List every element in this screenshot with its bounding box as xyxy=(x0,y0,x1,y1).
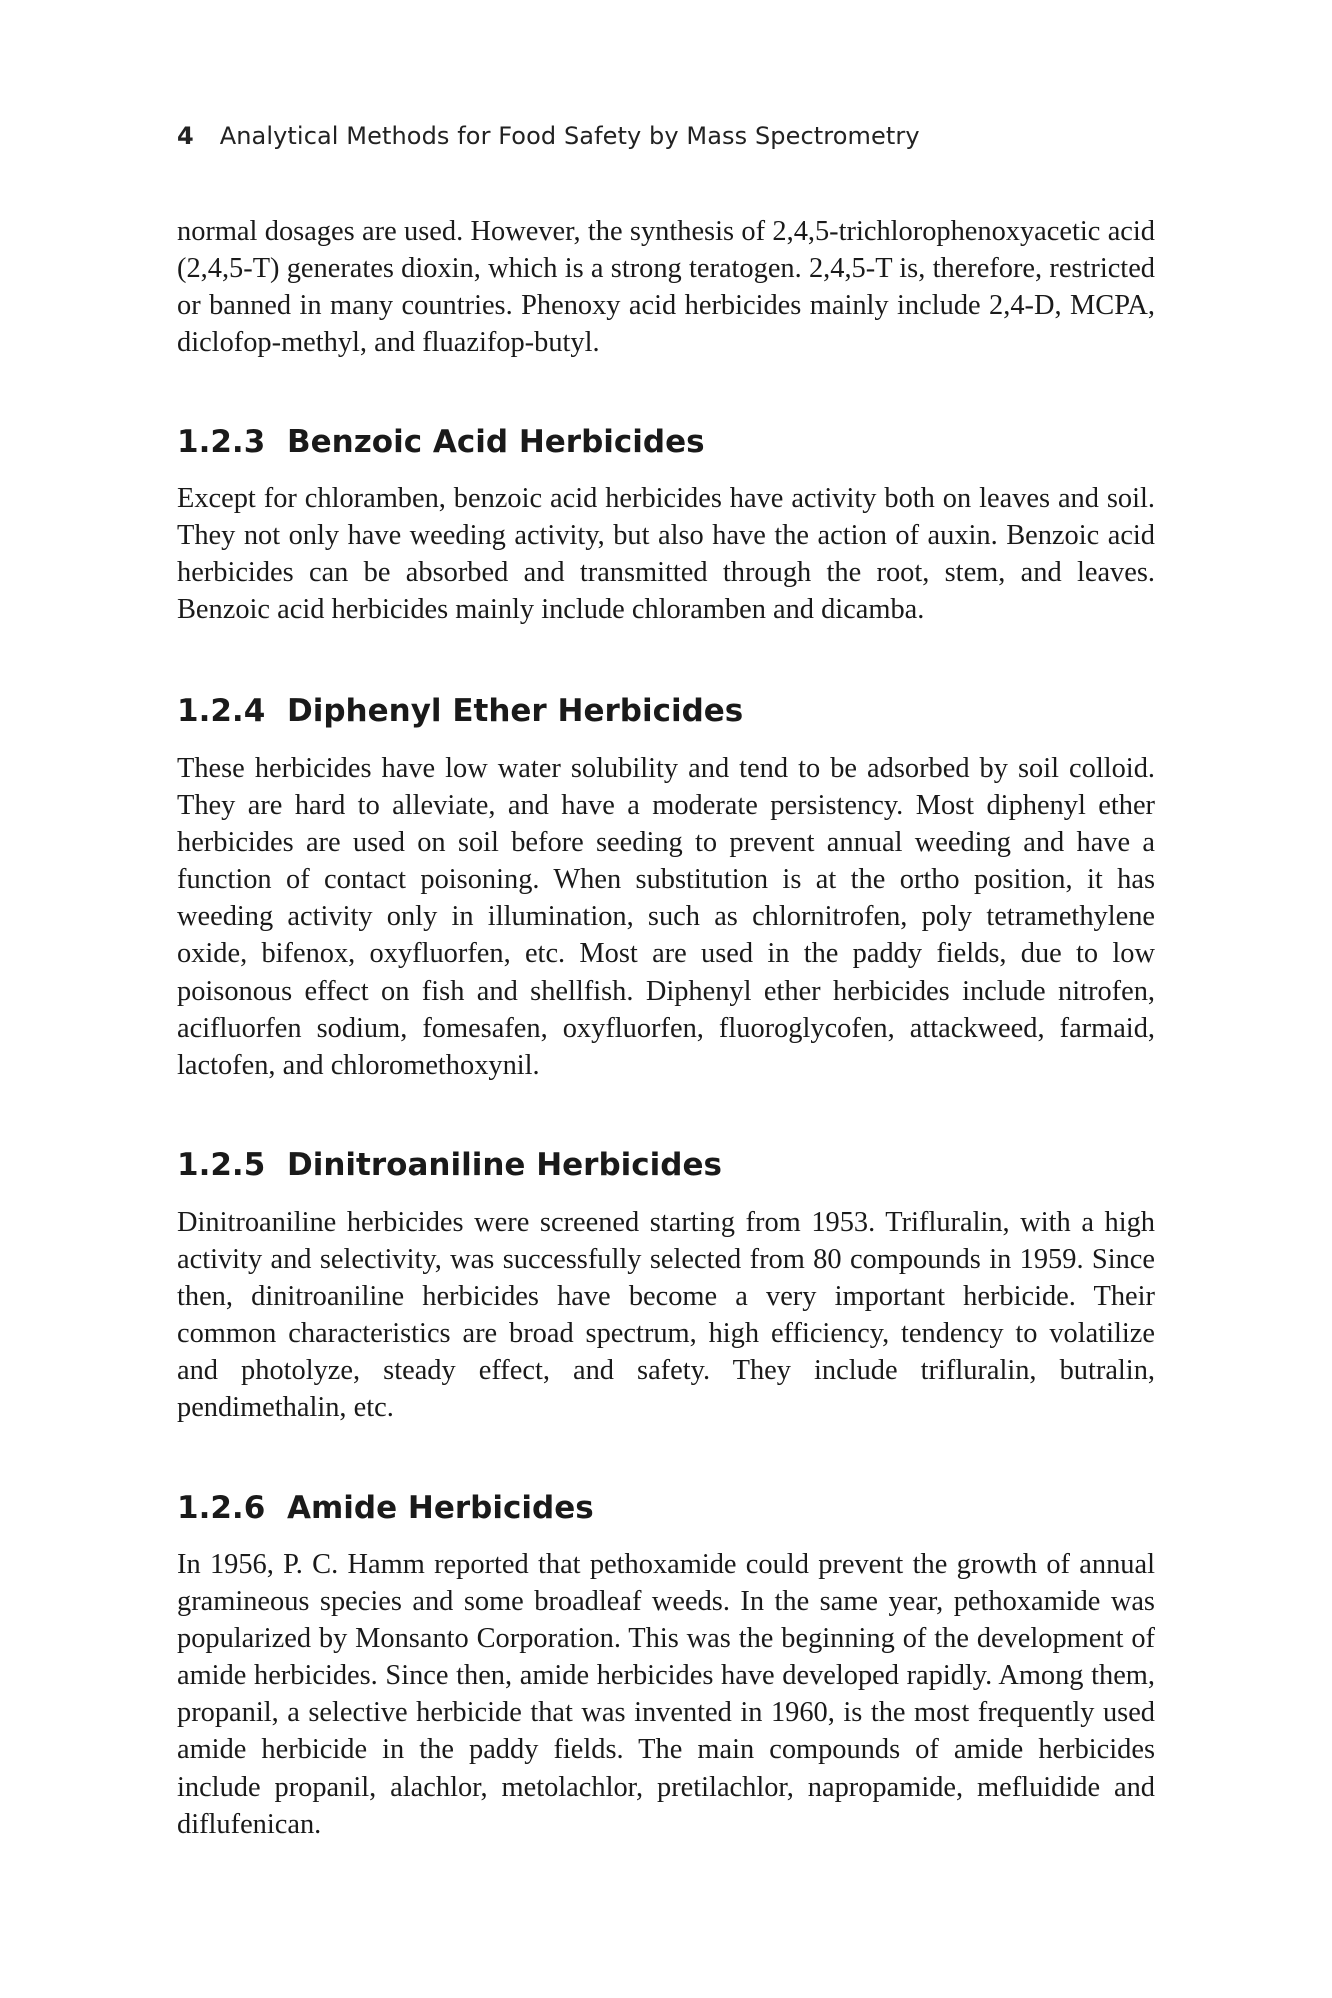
section-title: Diphenyl Ether Herbicides xyxy=(287,693,744,729)
section-body-benzoic-acid: Except for chloramben, benzoic acid herbicides have activity both on leaves and soil. They not only have weeding activity, but also have the action of auxin. Benzoic acid herbicides can be absorbed and transmitted through the root, stem, and leaves. Benzoic acid herbicides mainly include chloramben and dicamba. xyxy=(177,483,1155,626)
section-title: Dinitroaniline Herbicides xyxy=(287,1147,722,1183)
section-number: 1.2.3 xyxy=(177,424,266,460)
section-heading-amide xyxy=(177,1488,1157,1528)
section-heading-dinitroaniline xyxy=(177,1145,1157,1185)
section-number: 1.2.4 xyxy=(177,693,266,729)
section-heading-benzoic-acid xyxy=(177,422,1157,462)
book-title: Analytical Methods for Food Safety by Mass Spectrometry xyxy=(219,122,920,150)
section-title: Amide Herbicides xyxy=(287,1490,594,1526)
page-number: 4 xyxy=(177,122,194,150)
section-body-dinitroaniline: Dinitroaniline herbicides were screened starting from 1953. Trifluralin, with a high activity and selectivity, was successfully selected from 80 compounds in 1959. Since then, dinitroaniline herbicides have become a very important herbicide. Their common characteristics are broad spectrum, high efficiency, tendency to volatilize and photolyze, steady effect, and safety. They include trifluralin, butralin, pendimethalin, etc. xyxy=(177,1207,1155,1424)
section-body-diphenyl-ether: These herbicides have low water solubility and tend to be adsorbed by soil colloid. They are hard to alleviate, and have a moderate persistency. Most diphenyl ether herbicides are used on soil before seeding to prevent annual weeding and have a function of contact poisoning. When substitution is at the ortho position, it has weeding activity only in illumination, such as chlornitrofen, poly tetramethylene oxide, bifenox, oxyfluorfen, etc. Most are used in the paddy fields, due to low poisonous effect on fish and shellfish. Diphenyl ether herbicides include nitrofen, acifluorfen sodium, fomesafen, oxyfluorfen, fluoroglycofen, attackweed, farmaid, lactofen, and chloromethoxynil. xyxy=(177,753,1155,1081)
section-number: 1.2.6 xyxy=(177,1490,266,1526)
section-number: 1.2.5 xyxy=(177,1147,266,1183)
section-body-amide: In 1956, P. C. Hamm reported that pethoxamide could prevent the growth of annual gramineous species and some broadleaf weeds. In the same year, pethoxamide was popularized by Monsanto Corporation. This was the beginning of the development of amide herbicides. Since then, amide herbicides have developed rapidly. Among them, propanil, a selective herbicide that was invented in 1960, is the most frequently used amide herbicide in the paddy fields. The main compounds of amide herbicides include propanil, alachlor, metolachlor, pretilachlor, napropamide, mefluidide and diflufenican. xyxy=(177,1549,1155,1840)
intro-paragraph: normal dosages are used. However, the synthesis of 2,4,5-trichlorophenoxyacetic acid (2,4,5-T) generates dioxin, which is a strong teratogen. 2,4,5-T is, therefore, restricted or banned in many countries. Phenoxy acid herbicides mainly include 2,4-D, MCPA, diclofop-methyl, and fluazifop-butyl. xyxy=(177,216,1155,359)
running-head xyxy=(177,118,1157,154)
section-heading-diphenyl-ether xyxy=(177,691,1157,731)
section-title: Benzoic Acid Herbicides xyxy=(287,424,705,460)
